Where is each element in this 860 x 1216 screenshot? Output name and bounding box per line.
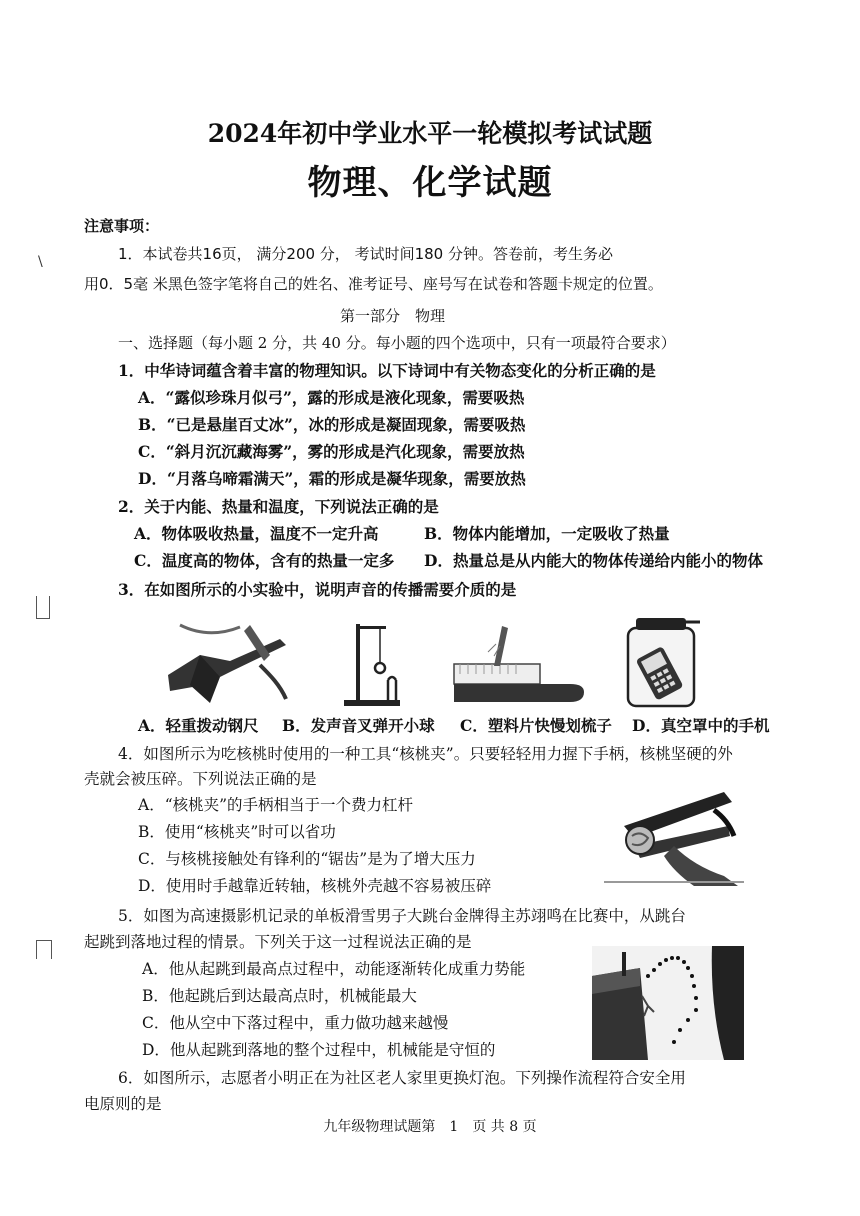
q5-option-c: C．他从空中下落过程中，重力做功越来越慢 — [142, 1014, 449, 1032]
page-footer: 九年级物理试题第 1 页 共 8 页 — [323, 1119, 537, 1135]
nutcracker-figure — [604, 786, 744, 890]
q3-option-c: C．塑料片快慢划梳子 — [460, 716, 612, 735]
margin-bracket — [36, 596, 50, 619]
comb-plastic-figure — [450, 622, 590, 708]
exam-subtitle: 物理、化学试题 — [307, 163, 553, 203]
exam-title: 2024年初中学业水平一轮模拟考试试题 — [207, 119, 653, 148]
q2-option-b: B．物体内能增加，一定吸收了热量 — [424, 524, 670, 543]
q2-stem: 2．关于内能、热量和温度，下列说法正确的是 — [118, 497, 439, 516]
q2-option-a: A．物体吸收热量，温度不一定升高 — [134, 524, 379, 543]
q5-option-a: A．他从起跳到最高点过程中，动能逐渐转化成重力势能 — [142, 960, 526, 978]
q6-stem-2: 电原则的是 — [84, 1095, 162, 1113]
q4-option-a: A．“核桃夹”的手柄相当于一个费力杠杆 — [138, 796, 414, 814]
q4-option-b: B．使用“核桃夹”时可以省功 — [138, 823, 336, 841]
q5-stem-1: 5．如图为高速摄影机记录的单板滑雪男子大跳台金牌得主苏翊鸣在比赛中，从跳台 — [118, 907, 686, 925]
q4-stem-2: 壳就会被压碎。下列说法正确的是 — [84, 770, 317, 788]
q5-option-d: D．他从起跳到落地的整个过程中，机械能是守恒的 — [142, 1041, 496, 1059]
section-title: 一、选择题（每小题 2 分，共 40 分。每小题的四个选项中，只有一项最符合要求） — [118, 334, 676, 352]
vacuum-jar-figure — [622, 612, 702, 708]
q3-option-b: B．发声音叉弹开小球 — [282, 716, 435, 735]
q3-stem: 3．在如图所示的小实验中，说明声音的传播需要介质的是 — [118, 580, 517, 599]
q1-option-a: A．“露似珍珠月似弓”，露的形成是液化现象，需要吸热 — [138, 388, 525, 407]
notice-line-2: 用0．5毫 米黑色签字笔将自己的姓名、准考证号、座号写在试卷和答题卡规定的位置。 — [84, 275, 663, 293]
margin-bracket — [36, 940, 52, 959]
snowboard-jump-figure — [592, 946, 744, 1060]
q6-stem-1: 6．如图所示，志愿者小明正在为社区老人家里更换灯泡。下列操作流程符合安全用 — [118, 1069, 686, 1087]
q3-option-d: D．真空罩中的手机 — [632, 716, 770, 735]
part-title: 第一部分 物理 — [340, 307, 446, 325]
q4-option-c: C．与核桃接触处有锋利的“锯齿”是为了增大压力 — [138, 850, 476, 868]
notice-label: 注意事项： — [84, 217, 160, 235]
q3-option-a: A．轻重拨动钢尺 — [138, 716, 259, 735]
q2-option-c: C．温度高的物体，含有的热量一定多 — [134, 551, 395, 570]
q1-option-d: D．“月落乌啼霜满天”，霜的形成是凝华现象，需要放热 — [138, 469, 526, 488]
q4-option-d: D．使用时手越靠近转轴，核桃外壳越不容易被压碎 — [138, 877, 492, 895]
margin-mark: \ — [38, 254, 43, 270]
q5-option-b: B．他起跳后到达最高点时，机械能最大 — [142, 987, 417, 1005]
q4-stem-1: 4．如图所示为吃核桃时使用的一种工具“核桃夹”。只要轻轻用力握下手柄，核桃坚硬的外 — [118, 745, 733, 763]
q2-option-d: D．热量总是从内能大的物体传递给内能小的物体 — [424, 551, 763, 570]
q1-option-c: C．“斜月沉沉藏海雾”，雾的形成是汽化现象，需要放热 — [138, 442, 525, 461]
q5-stem-2: 起跳到落地过程的情景。下列关于这一过程说法正确的是 — [84, 933, 472, 951]
q1-stem: 1．中华诗词蕴含着丰富的物理知识。以下诗词中有关物态变化的分析正确的是 — [118, 361, 656, 380]
tuning-fork-figure — [340, 620, 410, 708]
steel-ruler-figure — [160, 615, 300, 705]
notice-line-1: 1．本试卷共16页， 满分200 分， 考试时间180 分钟。答卷前，考生务必 — [118, 245, 613, 263]
q1-option-b: B．“已是悬崖百丈冰”，冰的形成是凝固现象，需要吸热 — [138, 415, 526, 434]
